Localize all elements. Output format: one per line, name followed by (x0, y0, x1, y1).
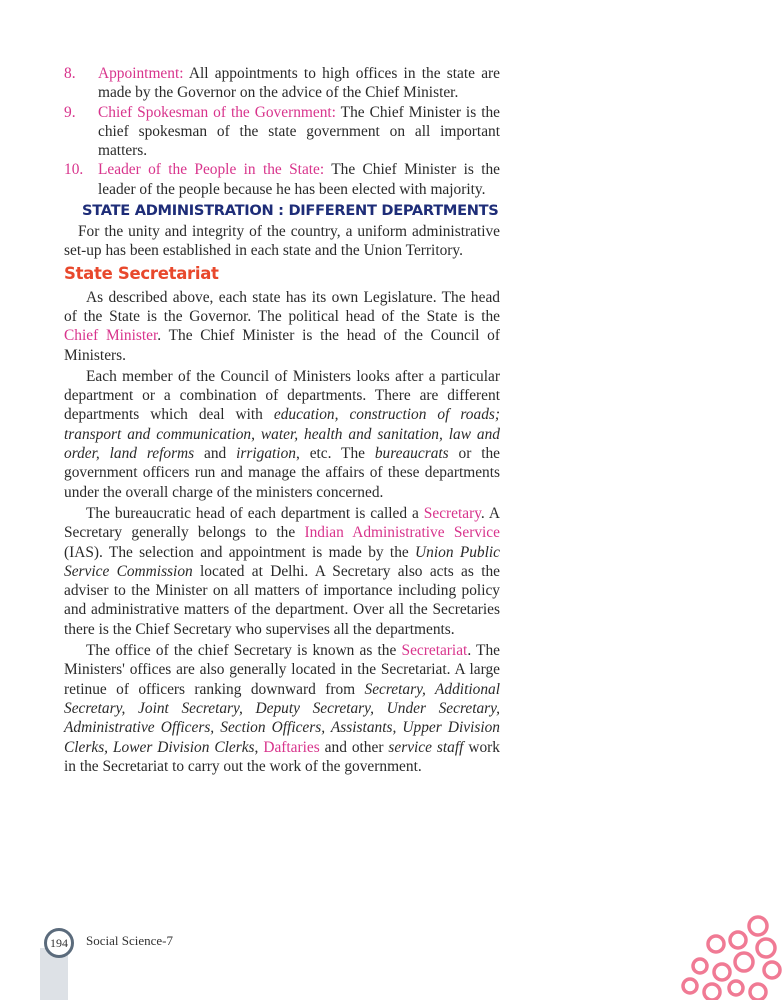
text: . The Ministers' offices are also generally located in the Secretariat. A large retinue of officers ranking downward from (64, 642, 500, 698)
text: , etc. The (295, 445, 375, 463)
text: and (194, 445, 237, 463)
numbered-point-8 (64, 64, 500, 103)
paragraph-4 (64, 641, 500, 776)
italic-term: Union Public Service Commission (64, 543, 500, 580)
text: Each member of the Council of Ministers looks after a particular department or a combination of departments. There are different departments which deal with (64, 367, 500, 424)
italic-term: education, construction of roads; transport and communication, water, health and sanitation, law and order, land reforms (64, 406, 501, 463)
highlight-term: Chief Minister (64, 327, 158, 345)
point-text: The Chief Minister is the chief spokesman of the state government on all important matters. (98, 103, 500, 160)
sub-heading: State Secretariat (64, 263, 219, 283)
page-number: 194 (44, 928, 74, 958)
text: , (254, 738, 264, 756)
italic-term: service staff (388, 738, 464, 756)
highlight-term: Secretary (423, 504, 481, 522)
point-title: Chief Spokesman of the Government: (98, 103, 336, 121)
circles-decoration-icon (672, 910, 782, 1000)
italic-term: irrigation (236, 445, 296, 463)
point-title: Leader of the People in the State: (98, 161, 325, 179)
point-number: 9. (64, 103, 76, 121)
text: . A Secretary generally belongs to the (64, 504, 500, 542)
point-text: All appointments to high offices in the state are made by the Governor on the advice of the Chief Minister. (98, 65, 500, 102)
book-title: Social Science-7 (86, 933, 173, 948)
point-number: 10. (64, 161, 84, 179)
highlight-term: Daftaries (263, 738, 320, 756)
text: (IAS). The selection and appointment is made by the (64, 543, 416, 561)
numbered-point-10 (64, 160, 500, 199)
highlight-term: Indian Administrative Service (304, 524, 500, 542)
text: work in the Secretariat to carry out the work of the government. (64, 738, 500, 775)
paragraph-1 (64, 288, 500, 365)
italic-term: Secretary, Additional Secretary, Joint Secretary, Deputy Secretary, Under Secretary, Administrative Officers, Section Officers, Assistants, Upper Division Clerks, Lower Division Clerks (64, 680, 500, 756)
text: and other (319, 738, 389, 756)
numbered-point-9 (64, 103, 500, 161)
text: or the government officers run and manage the affairs of these departments under the overall charge of the ministers concerned. (64, 445, 500, 501)
highlight-term: Secretariat (401, 642, 468, 660)
text: . The Chief Minister is the head of the Council of Ministers. (64, 327, 500, 364)
paragraph-2 (64, 367, 500, 502)
text: located at Delhi. A Secretary also acts as the adviser to the Minister on all matters of importance including policy and administrative matters of the department. Over all the Secretaries there is the Chief Secretary who supervises all the departments. (64, 562, 500, 638)
italic-term: bureaucrats (374, 445, 449, 463)
text: The bureaucratic head of each department is called a (86, 504, 424, 522)
point-title: Appointment: (98, 65, 184, 82)
point-number: 8. (64, 65, 76, 82)
text: As described above, each state has its own Legislature. The head of the State is the Governor. The political head of the State is the (64, 288, 500, 325)
paragraph-3 (64, 504, 500, 639)
point-text: The Chief Minister is the leader of the people because he has been elected with majority. (98, 161, 500, 198)
text: The office of the chief Secretary is known as the (86, 642, 402, 660)
section-intro: For the unity and integrity of the country, a uniform administrative set-up has been established in each state and the Union Territory. (64, 223, 500, 260)
page-content (64, 64, 500, 776)
section-heading: STATE ADMINISTRATION : DIFFERENT DEPARTMENTS (82, 202, 499, 220)
